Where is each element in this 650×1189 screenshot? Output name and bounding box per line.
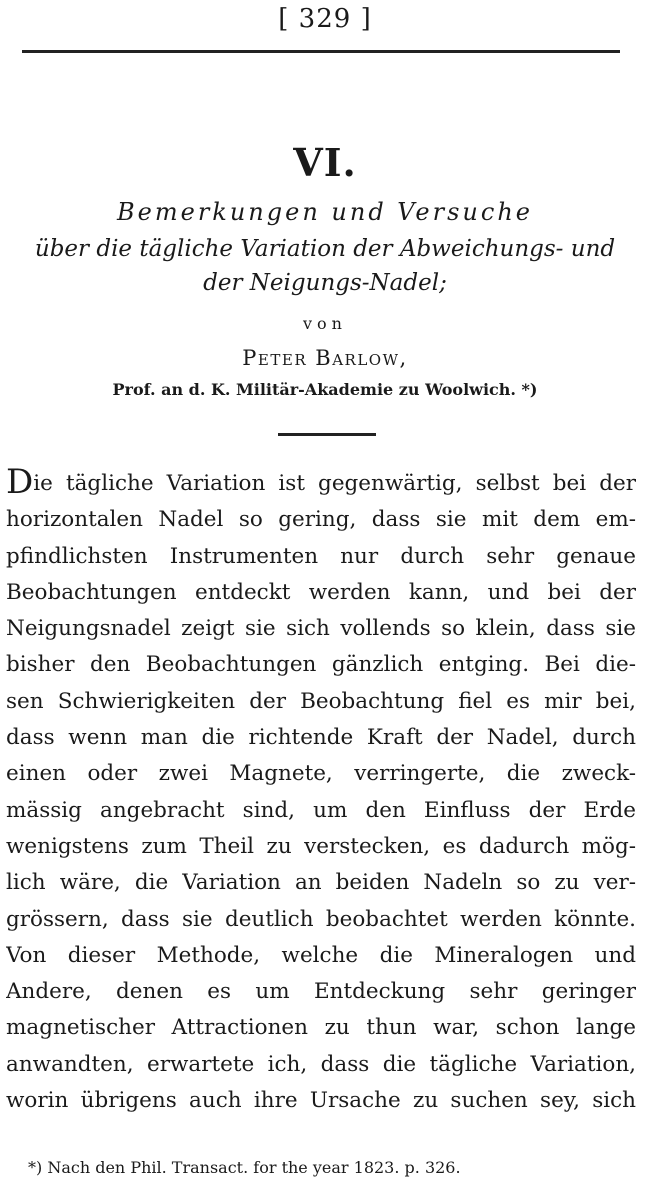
footnote: *) Nach den Phil. Transact. for the year 1823. p. 326. bbox=[28, 1158, 461, 1177]
byline-von: von bbox=[303, 314, 347, 333]
body-line: dass wenn man die richtende Kraft der Nadel, durch bbox=[6, 725, 636, 751]
body-line: magnetischer Attractionen zu thun war, schon lange bbox=[6, 1015, 636, 1041]
drop-cap: D bbox=[6, 466, 34, 502]
article-subtitle-line-1: über die tägliche Variation der Abweichungs- und bbox=[34, 236, 616, 262]
body-line: horizontalen Nadel so gering, dass sie mit dem em- bbox=[6, 507, 636, 533]
body-line: lich wäre, die Variation an beiden Nadeln so zu ver- bbox=[6, 870, 636, 896]
author-name: Peter Barlow, bbox=[242, 346, 408, 370]
author-affiliation: Prof. an d. K. Militär-Akademie zu Woolwich. *) bbox=[112, 380, 538, 399]
header-rule bbox=[22, 50, 620, 53]
body-line: einen oder zwei Magnete, verringerte, die zweck- bbox=[6, 761, 636, 787]
body-text bbox=[6, 466, 636, 1119]
body-line: Neigungsnadel zeigt sie sich vollends so klein, dass sie bbox=[6, 616, 636, 642]
body-line bbox=[6, 466, 636, 502]
body-line: Von dieser Methode, welche die Mineralogen und bbox=[6, 942, 636, 968]
body-line: sen Schwierigkeiten der Beobachtung fiel es mir bei, bbox=[6, 688, 636, 714]
body-line: worin übrigens auch ihre Ursache zu suchen sey, sich bbox=[6, 1088, 636, 1114]
body-line: bisher den Beobachtungen gänzlich entging. Bei die- bbox=[6, 652, 636, 678]
body-line: wenigstens zum Theil zu verstecken, es dadurch mög- bbox=[6, 833, 636, 859]
section-separator-rule bbox=[278, 433, 376, 436]
body-line: Andere, denen es um Entdeckung sehr geringer bbox=[6, 979, 636, 1005]
article-title: Bemerkungen und Versuche bbox=[117, 198, 533, 226]
body-line: pfindlichsten Instrumenten nur durch sehr genaue bbox=[6, 543, 636, 569]
body-line: mässig angebracht sind, um den Einfluss der Erde bbox=[6, 797, 636, 823]
body-line-text: ie tägliche Variation ist gegenwärtig, selbst bei der bbox=[33, 471, 636, 496]
body-line: grössern, dass sie deutlich beobachtet werden könnte. bbox=[6, 906, 636, 932]
body-line: Beobachtungen entdeckt werden kann, und bei der bbox=[6, 579, 636, 605]
chapter-number: VI. bbox=[293, 140, 357, 185]
article-subtitle-line-2: der Neigungs-Nadel; bbox=[203, 270, 447, 296]
page-number: [ 329 ] bbox=[278, 4, 372, 34]
body-line: anwandten, erwartete ich, dass die tägliche Variation, bbox=[6, 1051, 636, 1077]
